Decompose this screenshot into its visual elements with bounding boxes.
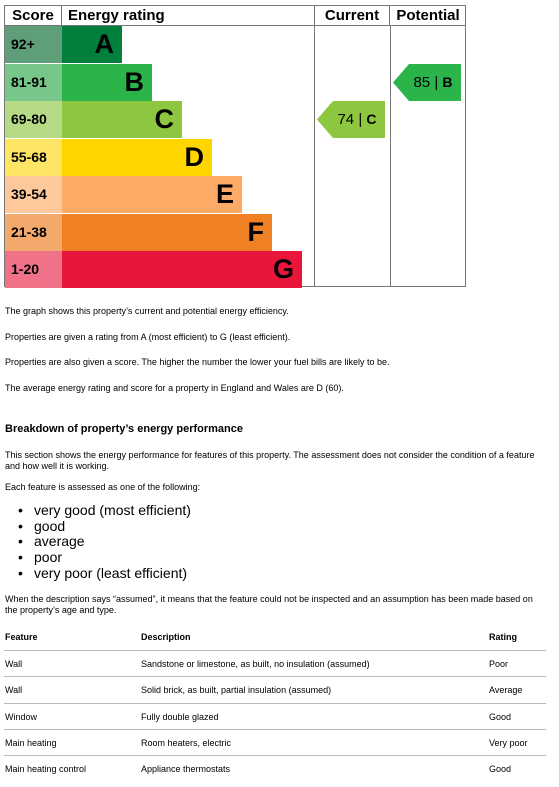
band-bar: [62, 214, 272, 251]
feature-cell: Window: [5, 711, 38, 722]
band-score-range: 81-91: [5, 64, 62, 101]
potential-header: Potential: [390, 6, 466, 26]
column-divider: [390, 26, 391, 286]
feature-cell: Main heating control: [5, 764, 87, 775]
description-column-header: Description: [141, 632, 191, 642]
description-cell: Solid brick, as built, partial insulation (assumed): [141, 685, 332, 696]
current-letter: C: [366, 111, 377, 127]
band-score-range: 69-80: [5, 101, 62, 138]
feature-cell: Wall: [5, 685, 23, 696]
rating-band-f: [5, 214, 314, 251]
rating-cell: Good: [489, 711, 512, 722]
band-letter: B: [124, 66, 144, 97]
table-row: [4, 650, 546, 677]
breakdown-heading: Breakdown of property’s energy performance: [5, 423, 243, 435]
list-item: • good: [18, 519, 191, 535]
band-bar: [62, 101, 182, 138]
rating-band-g: [5, 251, 314, 288]
rating-levels-list: [18, 503, 191, 582]
intro-text-2: Properties are given a rating from A (most efficient) to G (least efficient).: [5, 332, 291, 342]
rating-band-b: [5, 64, 314, 101]
potential-letter: B: [442, 73, 453, 90]
band-letter: C: [154, 104, 174, 134]
rating-cell: Poor: [489, 659, 509, 669]
band-score-range: 55-68: [5, 139, 62, 176]
rating-column-header: Rating: [489, 632, 517, 642]
current-rating-arrow: 74 | C: [317, 101, 385, 138]
band-bar: [62, 251, 302, 288]
list-item: • very poor (least efficient): [18, 566, 191, 582]
band-bar: [62, 64, 152, 101]
energy-rating-chart: [4, 5, 466, 287]
feature-cell: Main heating: [5, 737, 57, 748]
potential-score: 85: [413, 73, 431, 91]
list-item: • very good (most efficient): [18, 503, 191, 519]
assumed-note: When the description says “assumed”, it means that the feature could not be inspected and an assumption has been made based on the property’s age and type.: [5, 594, 533, 615]
rating-cell: Average: [489, 685, 523, 696]
band-score-range: 92+: [5, 26, 62, 63]
band-letter: E: [215, 179, 234, 209]
rating-cell: Very poor: [489, 737, 528, 748]
band-letter: G: [272, 254, 294, 284]
band-letter: D: [184, 141, 204, 172]
intro-text-1: The graph shows this property’s current and potential energy efficiency.: [5, 306, 289, 316]
feature-cell: Wall: [5, 659, 23, 669]
band-bar: [62, 139, 212, 176]
table-row: [4, 676, 546, 703]
feature-table-header: [4, 632, 546, 646]
list-item: • poor: [18, 550, 191, 566]
band-letter: A: [94, 29, 114, 59]
table-row: [4, 755, 546, 782]
rating-band-a: [5, 26, 314, 63]
breakdown-description: This section shows the energy performance for features of this property. The assessment does not consider the condition of a feature and how well it is working.: [5, 450, 535, 471]
band-bar: [62, 26, 122, 63]
band-score-range: 1-20: [5, 251, 62, 288]
table-row: [4, 703, 546, 730]
rating-band-e: [5, 176, 314, 213]
assessed-text: Each feature is assessed as one of the following:: [5, 482, 201, 492]
feature-column-header: Feature: [5, 632, 38, 642]
description-cell: Appliance thermostats: [141, 764, 231, 775]
current-score: 74: [337, 111, 355, 128]
description-cell: Fully double glazed: [141, 711, 219, 722]
description-cell: Room heaters, electric: [141, 737, 232, 748]
list-item: • average: [18, 534, 191, 550]
potential-rating-arrow: 85 | B: [393, 64, 461, 101]
description-cell: Sandstone or limestone, as built, no insulation (assumed): [141, 659, 370, 669]
rating-cell: Good: [489, 764, 512, 775]
band-letter: F: [247, 216, 264, 247]
rating-band-d: [5, 139, 314, 176]
intro-text-4: The average energy rating and score for a property in England and Wales are D (60).: [5, 383, 344, 393]
band-score-range: 21-38: [5, 214, 62, 251]
band-score-range: 39-54: [5, 176, 62, 213]
intro-text-3: Properties are also given a score. The higher the number the lower your fuel bills are likely to be.: [5, 357, 390, 367]
column-divider: [314, 26, 315, 286]
score-header: Score: [5, 6, 62, 26]
rating-band-c: [5, 101, 314, 138]
energy-rating-header: Energy rating: [62, 6, 314, 26]
table-row: [4, 729, 546, 756]
current-header: Current: [314, 6, 390, 26]
band-bar: [62, 176, 242, 213]
